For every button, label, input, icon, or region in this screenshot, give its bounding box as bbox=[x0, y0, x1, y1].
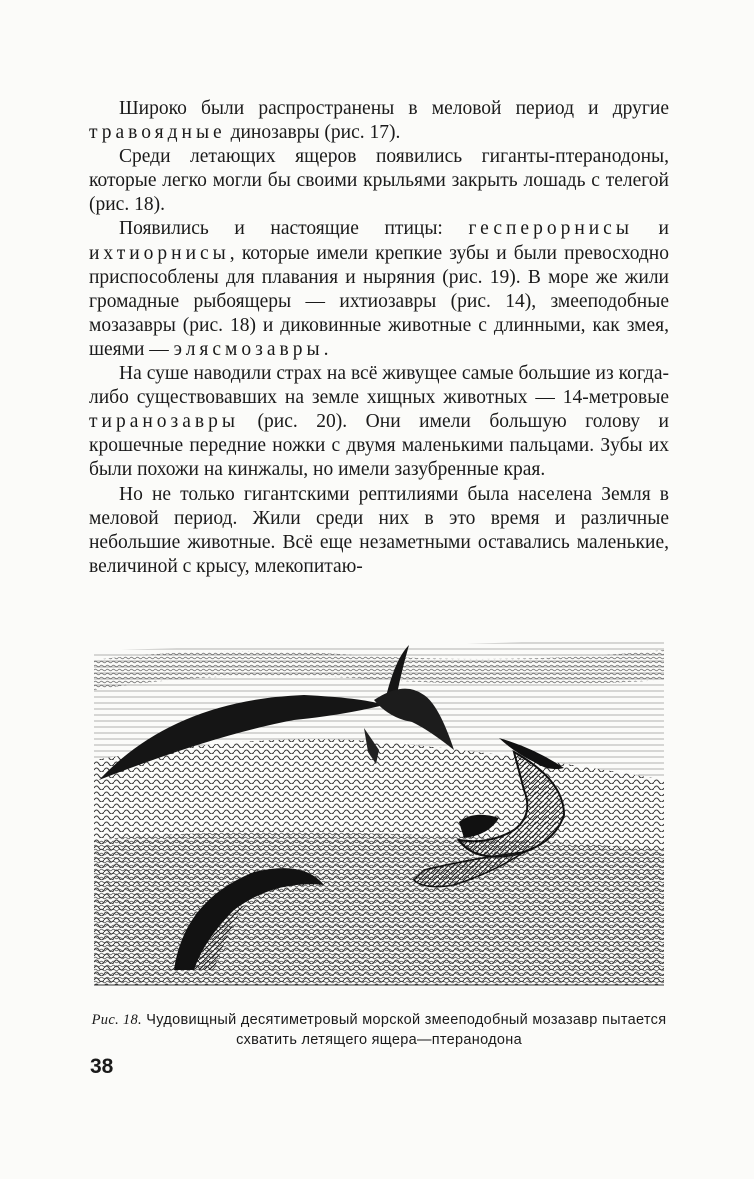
spaced-term: травоядные bbox=[89, 122, 226, 144]
paragraph bbox=[89, 362, 669, 482]
spaced-term: элясмозавры bbox=[173, 338, 324, 360]
text-run: Широко были распространены в меловой период и другие bbox=[119, 98, 669, 119]
text-run: , которые имели крепкие зубы и были превосходно приспособлены для плавания и ныряния (рис. 19). В море же жили громадные рыбоящеры — ихтиозавры (рис. 14), змееподобные мозазавры (рис. 18) и диковинные животные с длинными, как змея, шеями — bbox=[89, 242, 669, 360]
spaced-term: ихтиорнисы bbox=[89, 242, 230, 264]
text-run: На суше наводили страх на всё живущее самые большие из когда-либо существовавших на земле хищных животных — 14-метровые bbox=[89, 363, 669, 409]
paragraph bbox=[89, 217, 669, 362]
text-run: . bbox=[323, 338, 329, 360]
text-run: и bbox=[632, 218, 669, 240]
page-number: 38 bbox=[90, 1055, 114, 1078]
paragraph bbox=[89, 97, 669, 145]
text-run: Среди летающих ящеров появились гиганты-птеранодоны, которые легко могли бы своими крыльями закрыть лошадь с телегой (рис. 18). bbox=[89, 146, 669, 216]
figure-caption bbox=[89, 1010, 669, 1050]
text-run: Но не только гигантскими рептилиями была населена Земля в меловой период. Жили среди них в это время и различные небольшие животные. Всё еще незаметными оставались маленькие, величиной с крысу, млекопитаю- bbox=[89, 483, 669, 577]
text-run: Появились и настоящие птицы: bbox=[119, 218, 469, 240]
paragraph bbox=[89, 483, 669, 579]
caption-text: Чудовищный десятиметровый морской змееподобный мозазавр пытается схватить летящего ящера—птеранодона bbox=[141, 1012, 667, 1048]
text-run: (рис. 20). Они имели большую голову и крошечные передние ножки с двумя маленькими пальцами. Зубы их были похожи на кинжалы, но имели зазубренные края. bbox=[89, 411, 669, 481]
spaced-term: тиранозавры bbox=[89, 411, 239, 433]
figure-drawing bbox=[94, 640, 664, 992]
spaced-term: гесперорнисы bbox=[468, 218, 633, 240]
text-run: динозавры (рис. 17). bbox=[225, 122, 401, 144]
figure-illustration bbox=[94, 640, 664, 992]
paragraph bbox=[89, 145, 669, 217]
body-text bbox=[89, 97, 669, 579]
caption-lead: Рис. 18. bbox=[91, 1012, 142, 1028]
